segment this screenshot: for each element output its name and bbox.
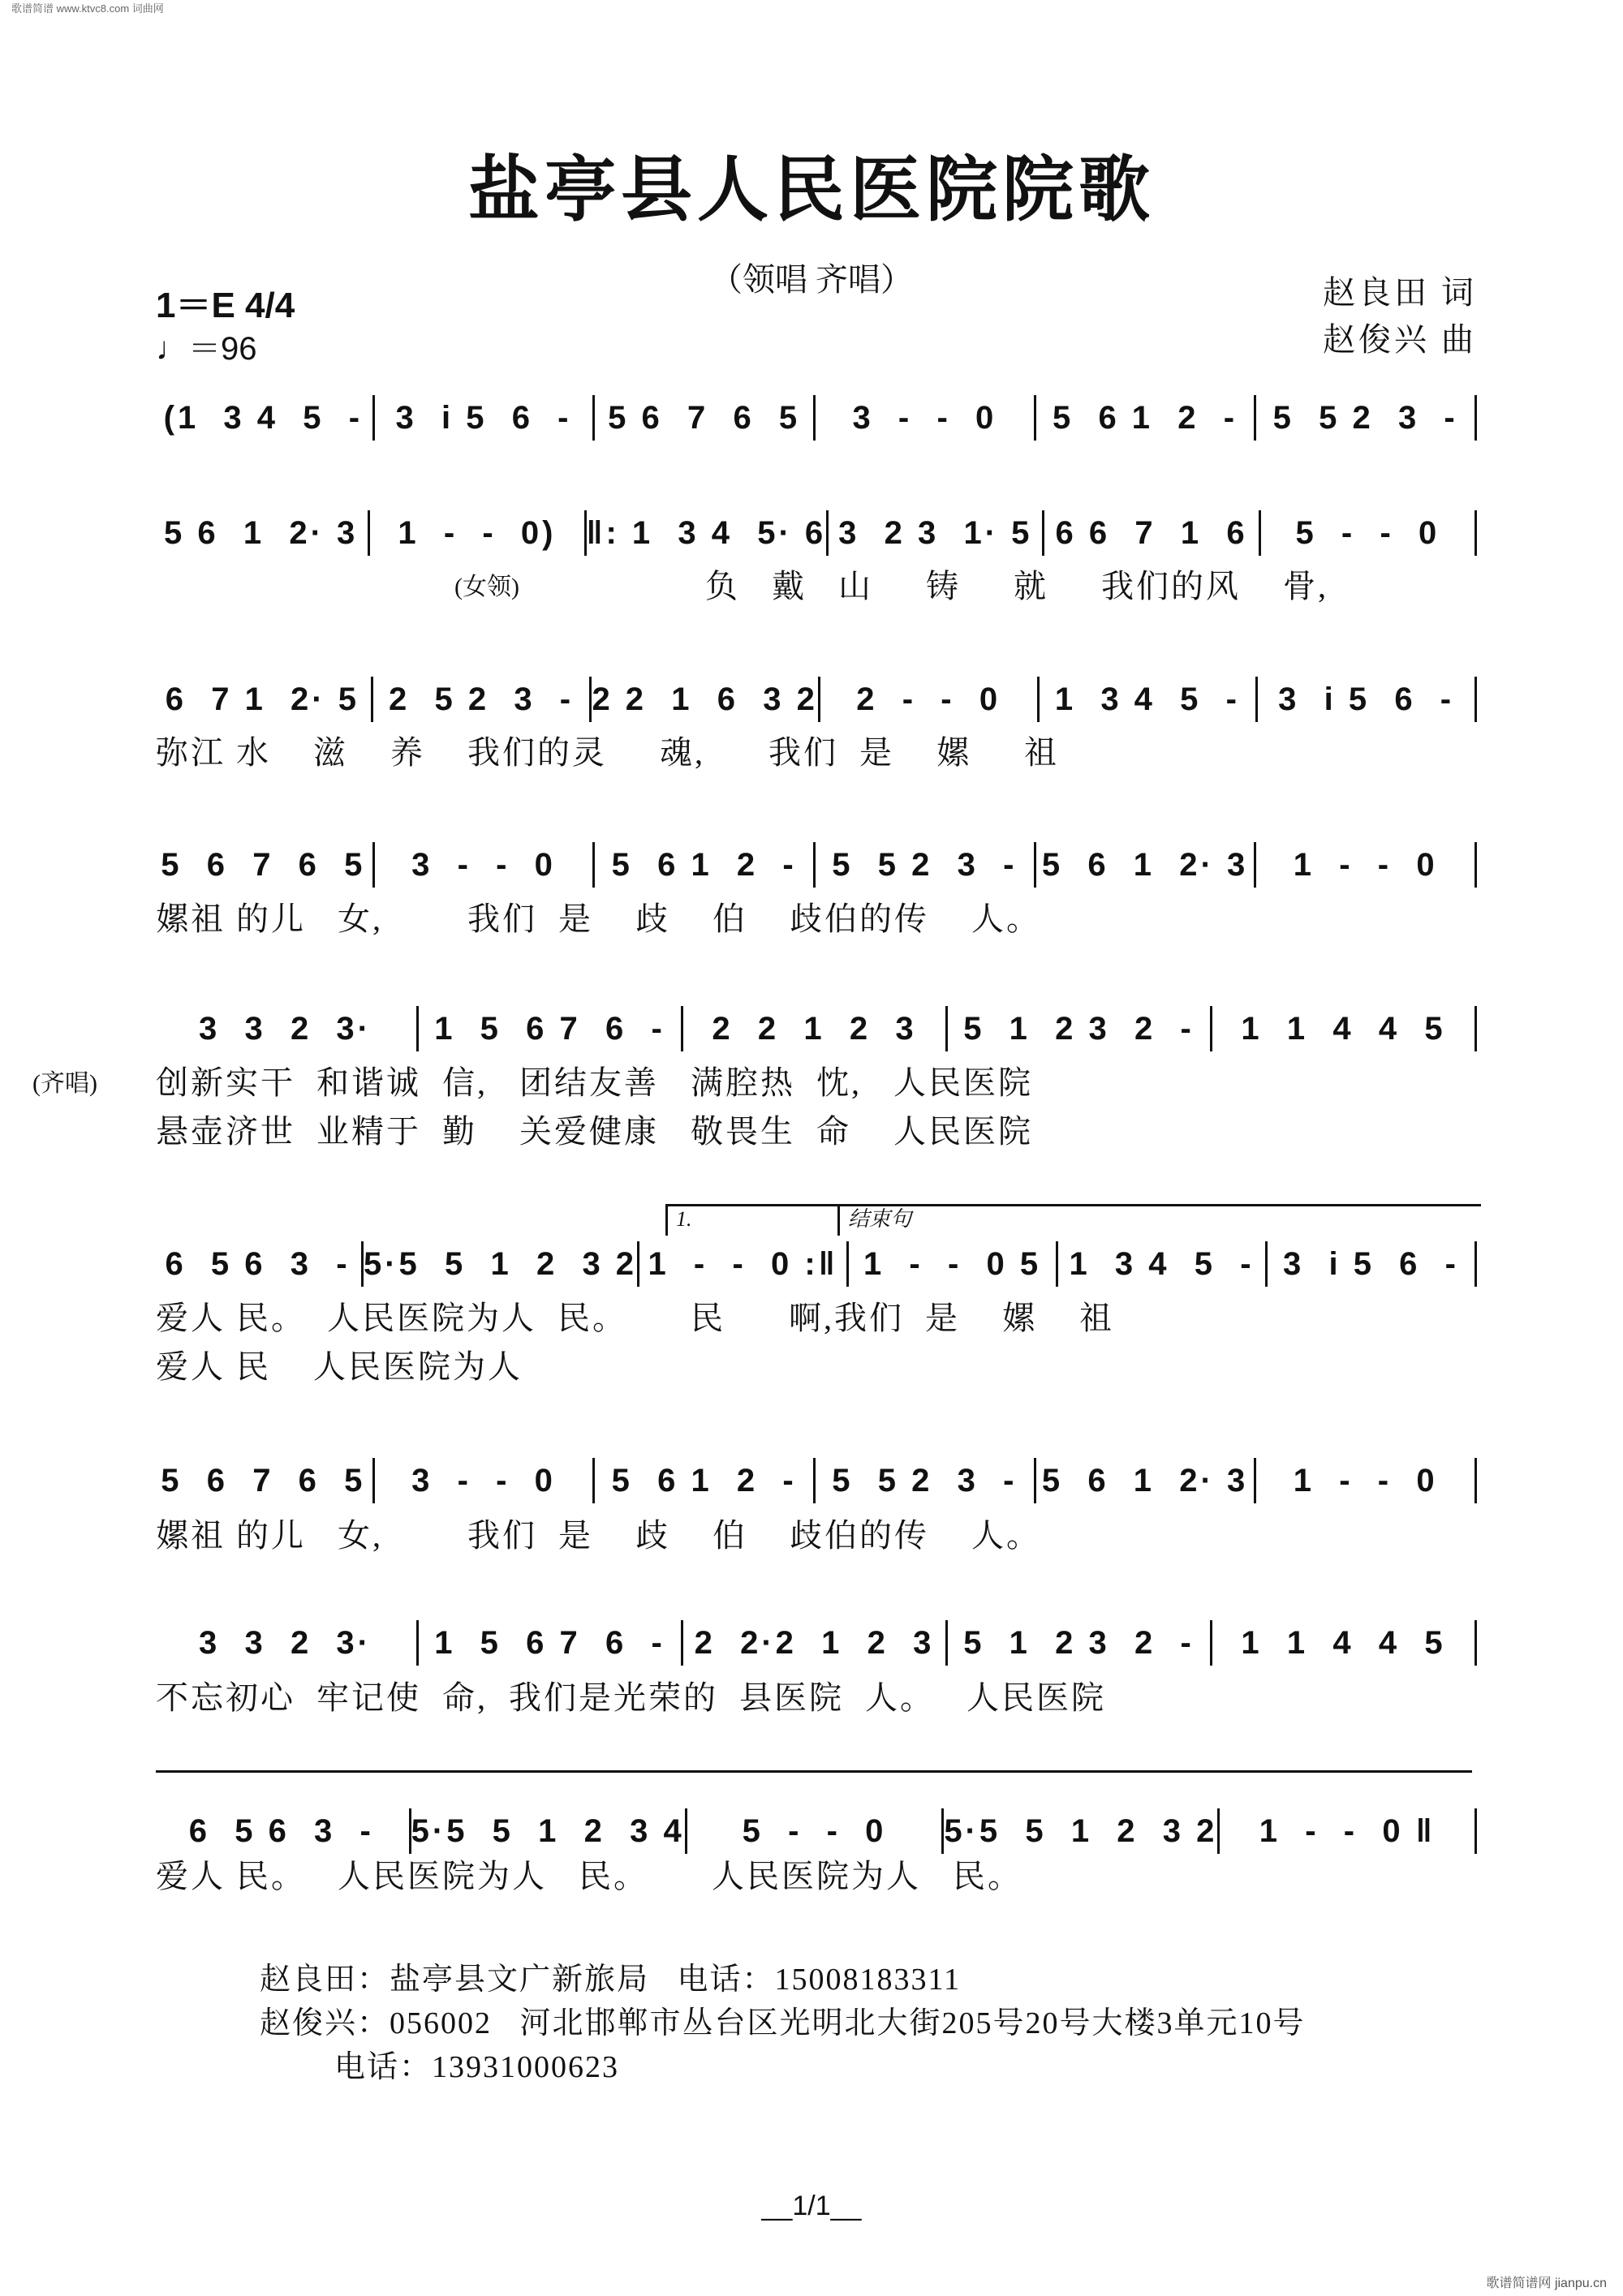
bar-line [1474, 510, 1477, 556]
composer-credit: 赵俊兴 曲 [1323, 321, 1477, 358]
measure: 1 - - 0 [1293, 847, 1438, 883]
bar-line [1474, 1241, 1477, 1287]
lyric-line: 爱人 民。 人民医院为人 民。 人民医院为人 民。 [156, 1858, 1022, 1894]
measure: 1 1 4 4 5 [1241, 1011, 1446, 1047]
measure: 1 1 4 4 5 [1241, 1625, 1446, 1661]
bar-line [1474, 842, 1477, 888]
measure: 2 2·2 1 2 3 [694, 1625, 935, 1661]
measure: 1 - - 0 ‖ [1259, 1813, 1436, 1849]
measure: 3 - - 0 [411, 1463, 556, 1498]
measure: 5 6 1 2· 3 [1041, 847, 1249, 883]
measure: 2 2 1 6 3 2 [592, 681, 818, 717]
lyricist-credit: 赵良田 词 [1323, 274, 1477, 311]
lyric-line: 不忘初心 牢记使 命, 我们是光荣的 县医院 人。 人民医院 [156, 1679, 1106, 1716]
volta-first-ending: 1. [665, 1204, 838, 1236]
measure: 5 6 7 6 5 [161, 1463, 366, 1498]
measure: 3 - - 0 [852, 400, 997, 436]
measure: 2 5 2 3 - [389, 681, 575, 717]
measure: 1 5 6 7 6 - [434, 1011, 665, 1047]
bar-line [1474, 677, 1477, 722]
bar-line [1474, 1808, 1477, 1854]
measure: 5·5 5 1 2 3 2 [944, 1813, 1218, 1849]
measure: 5 6 1 2 - [611, 847, 797, 883]
tempo-marking: ♩＝96 [156, 331, 257, 367]
footer-line-2: 赵俊兴：056002 河北邯郸市丛台区光明北大街205号20号大楼3单元10号 [260, 2006, 1306, 2040]
notation-row [154, 675, 1477, 724]
measure: 2 - - 0 [856, 681, 1001, 717]
measure: 3 i 5 6 - [1278, 681, 1455, 717]
voice-label: (女领) [454, 574, 519, 600]
measure: 1 3 4 5 - [1069, 1246, 1255, 1282]
measure: 5 - - 0 [742, 1813, 887, 1849]
measure: 1 - - 0 [1293, 1463, 1438, 1498]
notation-row [154, 1004, 1477, 1053]
measure: 6 6 7 1 6 [1055, 515, 1248, 551]
measure: 1 - - 0 5 [863, 1246, 1042, 1282]
notation-row [154, 1456, 1477, 1505]
measure: 5 6 1 2· 3 [164, 515, 359, 551]
voice-label: (齐唱) [32, 1070, 97, 1097]
bar-line [1474, 1006, 1477, 1051]
notation-row [154, 1240, 1477, 1288]
watermark-top: 歌谱简谱 www.ktvc8.com 词曲网 [11, 2, 164, 15]
measure: 5 5 2 3 - [832, 1463, 1018, 1498]
measure: 3 - - 0 [411, 847, 556, 883]
footer-line-1: 赵良田：盐亭县文广新旅局 电话：15008183311 [260, 1963, 962, 1997]
measure: 3 3 2 3· [199, 1011, 372, 1047]
measure: 5 6 7 6 5 [161, 847, 366, 883]
measure: 5·5 5 1 2 3 4 [411, 1813, 685, 1849]
measure: 5 5 2 3 - [832, 847, 1018, 883]
bar-line [1474, 1458, 1477, 1503]
measure: 3 i 5 6 - [1283, 1246, 1459, 1282]
staff-rule [156, 1770, 1472, 1773]
lyric-line: 创新实干 和谐诚 信, 团结友善 满腔热 忱, 人民医院 [156, 1064, 1033, 1101]
lyric-line: 负 戴 山 铸 就 我们的风 骨, [568, 568, 1328, 604]
watermark-bottom: 歌谱简谱网 jianpu.cn [1486, 2276, 1607, 2290]
measure: 3 2 3 1· 5 [838, 515, 1033, 551]
measure: 5 6 1 2· 3 [1041, 1463, 1249, 1498]
bar-line [1474, 1620, 1477, 1666]
measure: 1 3 4 5 - [1054, 681, 1240, 717]
measure: 5 5 2 3 - [1272, 400, 1458, 436]
measure: 3 3 2 3· [199, 1625, 372, 1661]
measure: 1 5 6 7 6 - [434, 1625, 665, 1661]
volta-ending-phrase: 结束句 [837, 1204, 1481, 1236]
measure: 1 - - 0) [398, 515, 557, 551]
measure: 5 6 1 2 - [611, 1463, 797, 1498]
notation-row [154, 1619, 1477, 1667]
lyric-line: 爱人 民 人民医院为人 [156, 1348, 523, 1385]
notation-row [154, 393, 1477, 442]
measure: 2 2 1 2 3 [712, 1011, 917, 1047]
measure: 5 6 1 2 - [1052, 400, 1238, 436]
lyric-line: 悬壶济世 业精于 勤 关爱健康 敬畏生 命 人民医院 [156, 1113, 1033, 1150]
notation-row [154, 509, 1477, 557]
measure: 5·5 5 1 2 3 2 [363, 1246, 638, 1282]
key-signature: 1＝E 4/4 [156, 286, 295, 325]
measure: 6 5 6 3 - [188, 1813, 374, 1849]
measure: 5 1 2 3 2 - [963, 1625, 1195, 1661]
notation-row [154, 841, 1477, 889]
measure: 3 i 5 6 - [395, 400, 572, 436]
song-title: 盐亭县人民医院院歌 [467, 152, 1155, 230]
footer-line-3: 电话：13931000623 [260, 2050, 620, 2084]
measure: 5 6 7 6 5 [608, 400, 801, 436]
measure: 5 - - 0 [1295, 515, 1440, 551]
lyric-line: 爱人 民。 人民医院为人 民。 民 啊,我们 是 嫘 祖 [156, 1300, 1114, 1336]
lyric-line: 嫘祖 的儿 女, 我们 是 歧 伯 歧伯的传 人。 [156, 1517, 1041, 1554]
lyric-line: 嫘祖 的儿 女, 我们 是 歧 伯 歧伯的传 人。 [156, 901, 1041, 937]
subtitle: （领唱 齐唱） [710, 261, 913, 298]
measure: (1 3 4 5 - [163, 400, 364, 436]
notation-row [154, 1807, 1477, 1855]
lyric-line: 弥江 水 滋 养 我们的灵 魂, 我们 是 嫘 祖 [156, 734, 1059, 771]
measure: ‖: 1 3 4 5· 6 [586, 515, 827, 551]
measure: 6 5 6 3 - [165, 1246, 351, 1282]
measure: 1 - - 0 :‖ [648, 1246, 838, 1282]
page-number: __1/1__ [761, 2191, 862, 2221]
measure: 5 1 2 3 2 - [963, 1011, 1195, 1047]
measure: 6 7 1 2· 5 [165, 681, 359, 717]
bar-line [1474, 395, 1477, 441]
